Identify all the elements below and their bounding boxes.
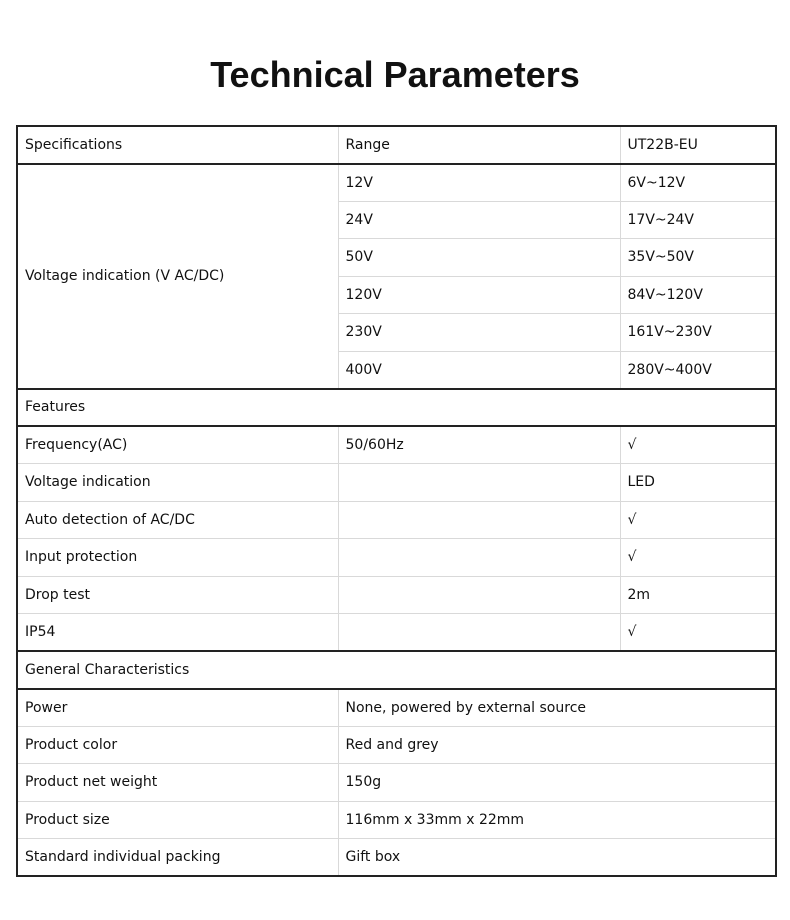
- value-cell: 2m: [620, 576, 776, 614]
- value-cell: Gift box: [338, 839, 776, 877]
- section-title-general: General Characteristics: [17, 651, 776, 689]
- table-row: [17, 764, 776, 802]
- range-cell: 50/60Hz: [338, 426, 620, 464]
- value-cell: √: [620, 614, 776, 652]
- spec-cell: IP54: [17, 614, 338, 652]
- table-row: [17, 501, 776, 539]
- table-row: [17, 164, 776, 202]
- parameters-table: [16, 125, 777, 877]
- table-row: [17, 689, 776, 727]
- value-cell: LED: [620, 464, 776, 502]
- value-cell: Red and grey: [338, 726, 776, 764]
- value-cell: 116mm x 33mm x 22mm: [338, 801, 776, 839]
- header-specifications: Specifications: [17, 126, 338, 164]
- spec-cell: Product color: [17, 726, 338, 764]
- spec-cell: Power: [17, 689, 338, 727]
- value-cell: None, powered by external source: [338, 689, 776, 727]
- range-cell: 400V: [338, 351, 620, 389]
- range-cell: 120V: [338, 276, 620, 314]
- page-title: Technical Parameters: [210, 54, 580, 95]
- table-row: [17, 464, 776, 502]
- value-cell: √: [620, 426, 776, 464]
- range-cell: 24V: [338, 201, 620, 239]
- spec-cell: Product size: [17, 801, 338, 839]
- spec-cell: Frequency(AC): [17, 426, 338, 464]
- header-model: UT22B-EU: [620, 126, 776, 164]
- spec-cell: Voltage indication: [17, 464, 338, 502]
- voltage-indication-label: Voltage indication (V AC/DC): [17, 164, 338, 389]
- section-header-row: [17, 389, 776, 427]
- value-cell: 150g: [338, 764, 776, 802]
- range-cell: [338, 576, 620, 614]
- section-title-features: Features: [17, 389, 776, 427]
- table-row: [17, 839, 776, 877]
- table-header-row: [17, 126, 776, 164]
- table-row: [17, 426, 776, 464]
- table-row: [17, 801, 776, 839]
- value-cell: 17V~24V: [620, 201, 776, 239]
- header-range: Range: [338, 126, 620, 164]
- table-row: [17, 539, 776, 577]
- value-cell: 6V~12V: [620, 164, 776, 202]
- value-cell: 161V~230V: [620, 314, 776, 352]
- spec-cell: Drop test: [17, 576, 338, 614]
- range-cell: 230V: [338, 314, 620, 352]
- range-cell: [338, 464, 620, 502]
- spec-cell: Product net weight: [17, 764, 338, 802]
- spec-cell: Standard individual packing: [17, 839, 338, 877]
- range-cell: [338, 501, 620, 539]
- table-row: [17, 576, 776, 614]
- spec-cell: Input protection: [17, 539, 338, 577]
- spec-cell: Auto detection of AC/DC: [17, 501, 338, 539]
- value-cell: √: [620, 539, 776, 577]
- value-cell: 280V~400V: [620, 351, 776, 389]
- value-cell: 35V~50V: [620, 239, 776, 277]
- table-row: [17, 614, 776, 652]
- section-header-row: [17, 651, 776, 689]
- range-cell: 12V: [338, 164, 620, 202]
- range-cell: 50V: [338, 239, 620, 277]
- range-cell: [338, 614, 620, 652]
- range-cell: [338, 539, 620, 577]
- value-cell: 84V~120V: [620, 276, 776, 314]
- value-cell: √: [620, 501, 776, 539]
- table-row: [17, 726, 776, 764]
